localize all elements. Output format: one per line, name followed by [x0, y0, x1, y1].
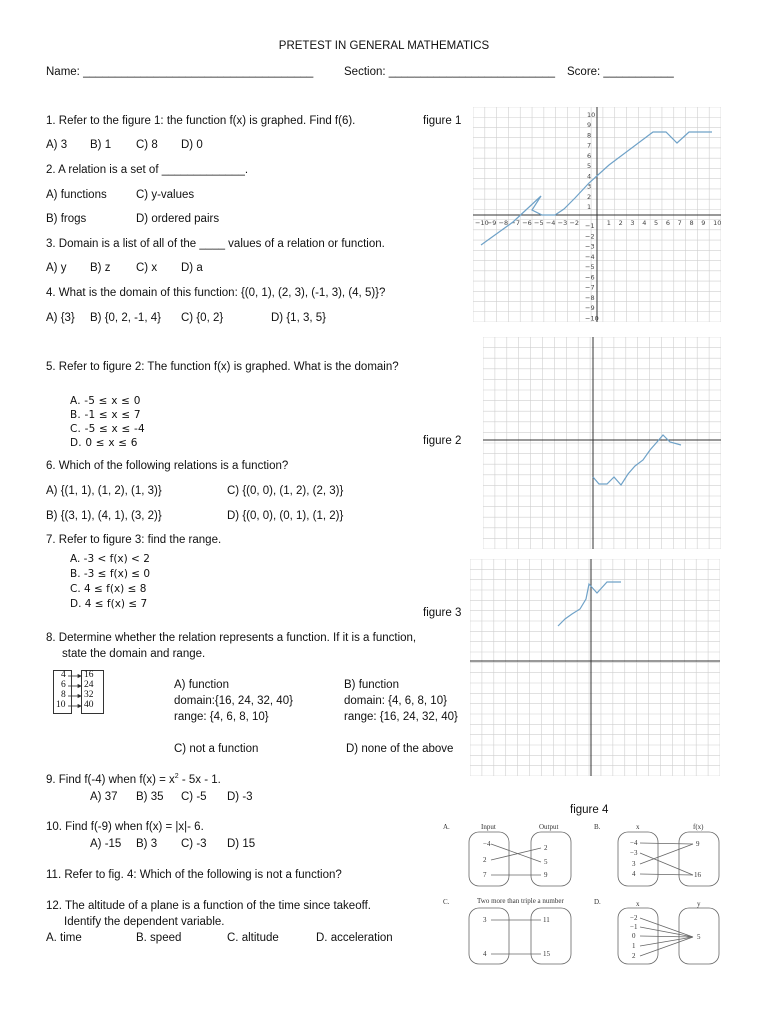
axis-tick-label: −3 [557, 219, 568, 227]
fig4-b-out: 16 [694, 871, 701, 879]
figure-3-graph [470, 559, 720, 776]
fig4-a-in: 2 [483, 856, 487, 864]
fig4-c-out: 15 [543, 950, 550, 958]
axis-tick-label: −4 [545, 219, 556, 227]
q8-option-a-label: A) function [174, 679, 229, 691]
fig4-b-in: 3 [632, 860, 636, 868]
q9-option-a: A) 37 [90, 791, 118, 803]
q6-option-c: C) {(0, 0), (1, 2), (2, 3)} [227, 485, 344, 497]
q9-option-b: B) 35 [136, 791, 164, 803]
q7-option-a: A. -3 < f(x) < 2 [70, 553, 150, 565]
axis-tick-label: 10 [713, 219, 721, 227]
axis-tick-label: 3 [630, 219, 635, 227]
axis-tick-label: −3 [585, 242, 595, 251]
figure-2-label: figure 2 [423, 435, 462, 447]
mapping-left-item: 8 [61, 690, 66, 700]
fig4-a-output-head: Output [539, 823, 559, 831]
q2-option-a: A) functions [46, 189, 107, 201]
fig4-d-in: 1 [632, 942, 636, 950]
question-8: 8. Determine whether the relation represents a function. If it is a function, [46, 632, 417, 644]
q12-option-c: C. altitude [227, 932, 279, 944]
axis-tick-label: 6 [665, 219, 670, 227]
question-12-cont: Identify the dependent variable. [64, 916, 225, 928]
figure-3-label: figure 3 [423, 607, 462, 619]
q6-option-a: A) {(1, 1), (1, 2), (1, 3)} [46, 485, 162, 497]
score-field: Score: ___________ [567, 66, 674, 78]
q5-option-a: A. -5 ≤ x ≤ 0 [70, 395, 141, 407]
question-8-cont: state the domain and range. [62, 648, 206, 660]
q10-option-a: A) -15 [90, 838, 122, 850]
fig4-b-in: −3 [630, 849, 638, 857]
q6-option-b: B) {(3, 1), (4, 1), (3, 2)} [46, 510, 162, 522]
fig4-d-in: −1 [630, 923, 638, 931]
fig4-c-head: Two more than triple a number [477, 897, 564, 905]
q3-option-b: B) z [90, 262, 111, 274]
axis-tick-label: −7 [510, 219, 521, 227]
q7-option-b: B. -3 ≤ f(x) ≤ 0 [70, 568, 151, 580]
fig4-c-in: 4 [483, 950, 487, 958]
fig4-a-in: 7 [483, 871, 487, 879]
axis-tick-label: 5 [654, 219, 659, 227]
fig4-a-out: 9 [544, 871, 548, 879]
axis-tick-label: −6 [585, 273, 595, 282]
question-11: 11. Refer to fig. 4: Which of the following is not a function? [46, 869, 342, 881]
q1-option-a: A) 3 [46, 139, 68, 151]
fig2-function-line [593, 435, 681, 485]
fig4-b-in: −4 [630, 839, 638, 847]
axis-tick-label: −8 [585, 293, 595, 302]
section-field: Section: __________________________ [344, 66, 556, 78]
question-3: 3. Domain is a list of all of the ____ values of a relation or function. [46, 238, 385, 250]
q12-option-b: B. speed [136, 932, 182, 944]
q8-option-c: C) not a function [174, 743, 259, 755]
axis-tick-label: 10 [587, 111, 596, 119]
figure-2-svg [483, 337, 721, 549]
axis-tick-label: 5 [587, 162, 592, 171]
q12-option-a: A. time [46, 932, 82, 944]
q5-option-b: B. -1 ≤ x ≤ 7 [70, 409, 141, 421]
axis-tick-label: 2 [618, 219, 623, 227]
q4-option-b: B) {0, 2, -1, 4} [90, 312, 161, 324]
mapping-left-item: 4 [61, 670, 66, 680]
q9-exponent: 2 [174, 773, 179, 780]
axis-tick-label: 9 [701, 219, 706, 227]
axis-tick-label: 8 [689, 219, 694, 227]
figure-2-graph [483, 337, 721, 549]
figure-4-panels [443, 820, 727, 968]
q8-option-a-domain: domain:{16, 24, 32, 40} [174, 695, 293, 707]
mapping-right-item: 16 [84, 670, 94, 680]
q8-option-b-label: B) function [344, 679, 399, 691]
mapping-right-item: 24 [84, 680, 94, 690]
q4-option-d: D) {1, 3, 5} [271, 312, 326, 324]
fig4-c-out: 11 [543, 916, 550, 924]
question-12: 12. The altitude of a plane is a function of the time since takeoff. [46, 900, 371, 912]
question-6: 6. Which of the following relations is a function? [46, 460, 289, 472]
axis-tick-label: −5 [534, 219, 544, 227]
q9-option-c: C) -5 [181, 791, 207, 803]
q9-text-a: 9. Find f(-4) when f(x) = x [46, 773, 175, 786]
axis-tick-label: −4 [585, 252, 595, 261]
q7-option-c: C. 4 ≤ f(x) ≤ 8 [70, 583, 147, 595]
mapping-left-item: 10 [56, 700, 66, 710]
axis-tick-label: −2 [569, 219, 580, 227]
figure-4-label: figure 4 [570, 804, 609, 816]
question-5: 5. Refer to figure 2: The function f(x) is graphed. What is the domain? [46, 361, 399, 373]
axis-tick-label: 9 [587, 121, 592, 130]
q3-option-c: C) x [136, 262, 158, 274]
axis-tick-label: −8 [498, 219, 509, 227]
axis-tick-label: 7 [587, 141, 592, 150]
fig4-a-out: 5 [544, 858, 548, 866]
fig4-b-tag: B. [594, 823, 601, 831]
mapping-arrows [53, 670, 105, 714]
fig4-a-tag: A. [443, 823, 450, 831]
axis-tick-label: −2 [585, 232, 595, 241]
fig4-d-in: −2 [630, 914, 638, 922]
question-10: 10. Find f(-9) when f(x) = |x|- 6. [46, 821, 204, 833]
name-field: Name: ____________________________________ [46, 66, 314, 78]
axis-tick-label: −10 [585, 314, 599, 322]
fig4-a-input-head: Input [481, 823, 496, 831]
question-4: 4. What is the domain of this function: {(0, 1), (2, 3), (-1, 3), (4, 5)}? [46, 287, 386, 299]
q8-option-b-range: range: {16, 24, 32, 40} [344, 711, 458, 723]
axis-tick-label: 6 [587, 151, 592, 160]
q9-text-b: - 5x - 1. [178, 773, 221, 786]
mapping-left-item: 6 [61, 680, 66, 690]
fig4-d-in: 2 [632, 952, 636, 960]
q7-option-d: D. 4 ≤ f(x) ≤ 7 [70, 598, 148, 610]
axis-tick-label: −5 [585, 263, 595, 272]
axis-tick-label: −9 [486, 219, 497, 227]
fig4-d-tag: D. [594, 898, 601, 906]
q9-option-d: D) -3 [227, 791, 253, 803]
q10-option-c: C) -3 [181, 838, 207, 850]
axis-tick-label: −7 [585, 283, 595, 292]
axis-tick-label: −10 [475, 219, 489, 227]
fig4-d-out: 5 [697, 933, 701, 941]
q2-option-d: D) ordered pairs [136, 213, 220, 225]
q8-option-a-range: range: {4, 6, 8, 10} [174, 711, 269, 723]
question-7: 7. Refer to figure 3: find the range. [46, 534, 222, 546]
fig1-grid [473, 107, 721, 322]
fig4-a-in: −4 [483, 840, 491, 848]
figure-1-graph [473, 107, 721, 322]
q1-option-b: B) 1 [90, 139, 112, 151]
q3-option-a: A) y [46, 262, 67, 274]
mapping-right-item: 32 [84, 690, 94, 700]
axis-tick-label: 4 [642, 219, 647, 227]
mapping-right-item: 40 [84, 700, 94, 710]
axis-tick-label: 8 [587, 131, 592, 140]
q12-option-d: D. acceleration [316, 932, 393, 944]
fig4-c-in: 3 [483, 916, 487, 924]
q8-option-d: D) none of the above [346, 743, 454, 755]
figure-3-svg [470, 559, 720, 776]
figure-1-label: figure 1 [423, 115, 462, 127]
axis-tick-label: −6 [522, 219, 532, 227]
q1-option-c: C) 8 [136, 139, 158, 151]
fig4-d-x-head: x [636, 900, 640, 908]
q3-option-d: D) a [181, 262, 203, 274]
q10-option-d: D) 15 [227, 838, 256, 850]
figure-1-svg [473, 107, 721, 322]
fig4-c-tag: C. [443, 898, 450, 906]
fig4-d-in: 0 [632, 932, 636, 940]
q5-option-c: C. -5 ≤ x ≤ -4 [70, 423, 145, 435]
fig3-function-line [558, 582, 621, 626]
axis-tick-label: −1 [585, 222, 595, 231]
fig4-b-fx-head: f(x) [693, 823, 704, 831]
axis-tick-label: 2 [587, 192, 592, 201]
q10-option-b: B) 3 [136, 838, 158, 850]
fig4-a-out: 2 [544, 844, 548, 852]
q6-option-d: D) {(0, 0), (0, 1), (1, 2)} [227, 510, 344, 522]
axis-tick-label: −9 [585, 304, 595, 313]
q2-option-b: B) frogs [46, 213, 87, 225]
q5-option-d: D. 0 ≤ x ≤ 6 [70, 437, 138, 449]
fig4-b-in: 4 [632, 870, 636, 878]
question-1: 1. Refer to the figure 1: the function f(x) is graphed. Find f(6). [46, 115, 356, 127]
axis-tick-label: 1 [587, 203, 592, 212]
question-2: 2. A relation is a set of _____________. [46, 164, 249, 176]
axis-tick-label: 1 [606, 219, 611, 227]
fig4-b-x-head: x [636, 823, 640, 831]
page-title: PRETEST IN GENERAL MATHEMATICS [278, 40, 490, 52]
q4-option-c: C) {0, 2} [181, 312, 224, 324]
question-9 [46, 773, 221, 786]
q2-option-c: C) y-values [136, 189, 195, 201]
axis-tick-label: 7 [677, 219, 682, 227]
q1-option-d: D) 0 [181, 139, 203, 151]
fig4-b-out: 9 [696, 840, 700, 848]
fig4-d-y-head: y [697, 900, 701, 908]
axis-tick-label: 4 [587, 172, 592, 181]
q8-mapping-diagram [53, 670, 105, 714]
q4-option-a: A) {3} [46, 312, 75, 324]
axis-tick-label: 3 [587, 182, 592, 191]
q8-option-b-domain: domain: {4, 6, 8, 10} [344, 695, 447, 707]
